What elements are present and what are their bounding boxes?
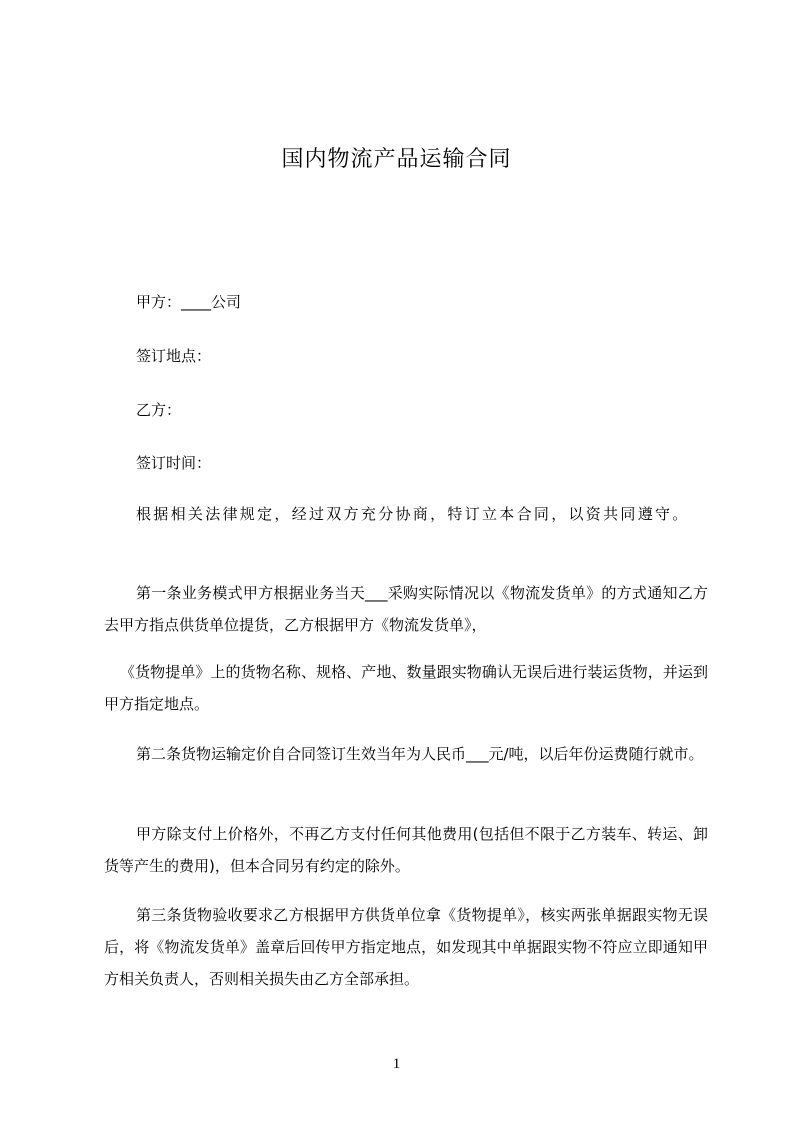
- intro-paragraph: 根据相关法律规定，经过双方充分协商，特订立本合同，以资共同遵守。: [136, 505, 690, 523]
- document-title: 国内物流产品运输合同: [281, 147, 512, 172]
- party-a-field: 甲方：____公司: [136, 293, 242, 311]
- sign-time-field: 签订时间：: [136, 454, 212, 472]
- clause-2-paragraph: 第二条货物运输定价自合同签订生效当年为人民币___元/吨，以后年份运费随行就市。: [136, 745, 704, 763]
- clause-3-paragraph: 第三条货物验收要求乙方根据甲方供货单位拿《货物提单》，核实两张单据跟实物无误后，将《物流发货单》盖章后回传甲方指定地点，如发现其中单据跟实物不符应立即通知甲方相关负责人，否则相关损失由乙方全部承担。: [104, 906, 708, 988]
- party-b-field: 乙方：: [136, 401, 182, 419]
- clause-1-paragraph: 第一条业务模式甲方根据业务当天___采购实际情况以《物流发货单》的方式通知乙方去甲方指点供货单位提货，乙方根据甲方《物流发货单》，: [104, 584, 708, 634]
- clause-2-payment-paragraph: 甲方除支付上价格外，不再乙方支付任何其他费用(包括但不限于乙方装车、转运、卸货等产生的费用)，但本合同另有约定的除外。: [104, 825, 708, 875]
- sign-place-field: 签订地点：: [136, 347, 212, 365]
- page-number: 1: [392, 1056, 401, 1072]
- clause-1-continued-paragraph: 《货物提单》上的货物名称、规格、产地、数量跟实物确认无误后进行装运货物，并运到甲方指定地点。: [104, 663, 708, 713]
